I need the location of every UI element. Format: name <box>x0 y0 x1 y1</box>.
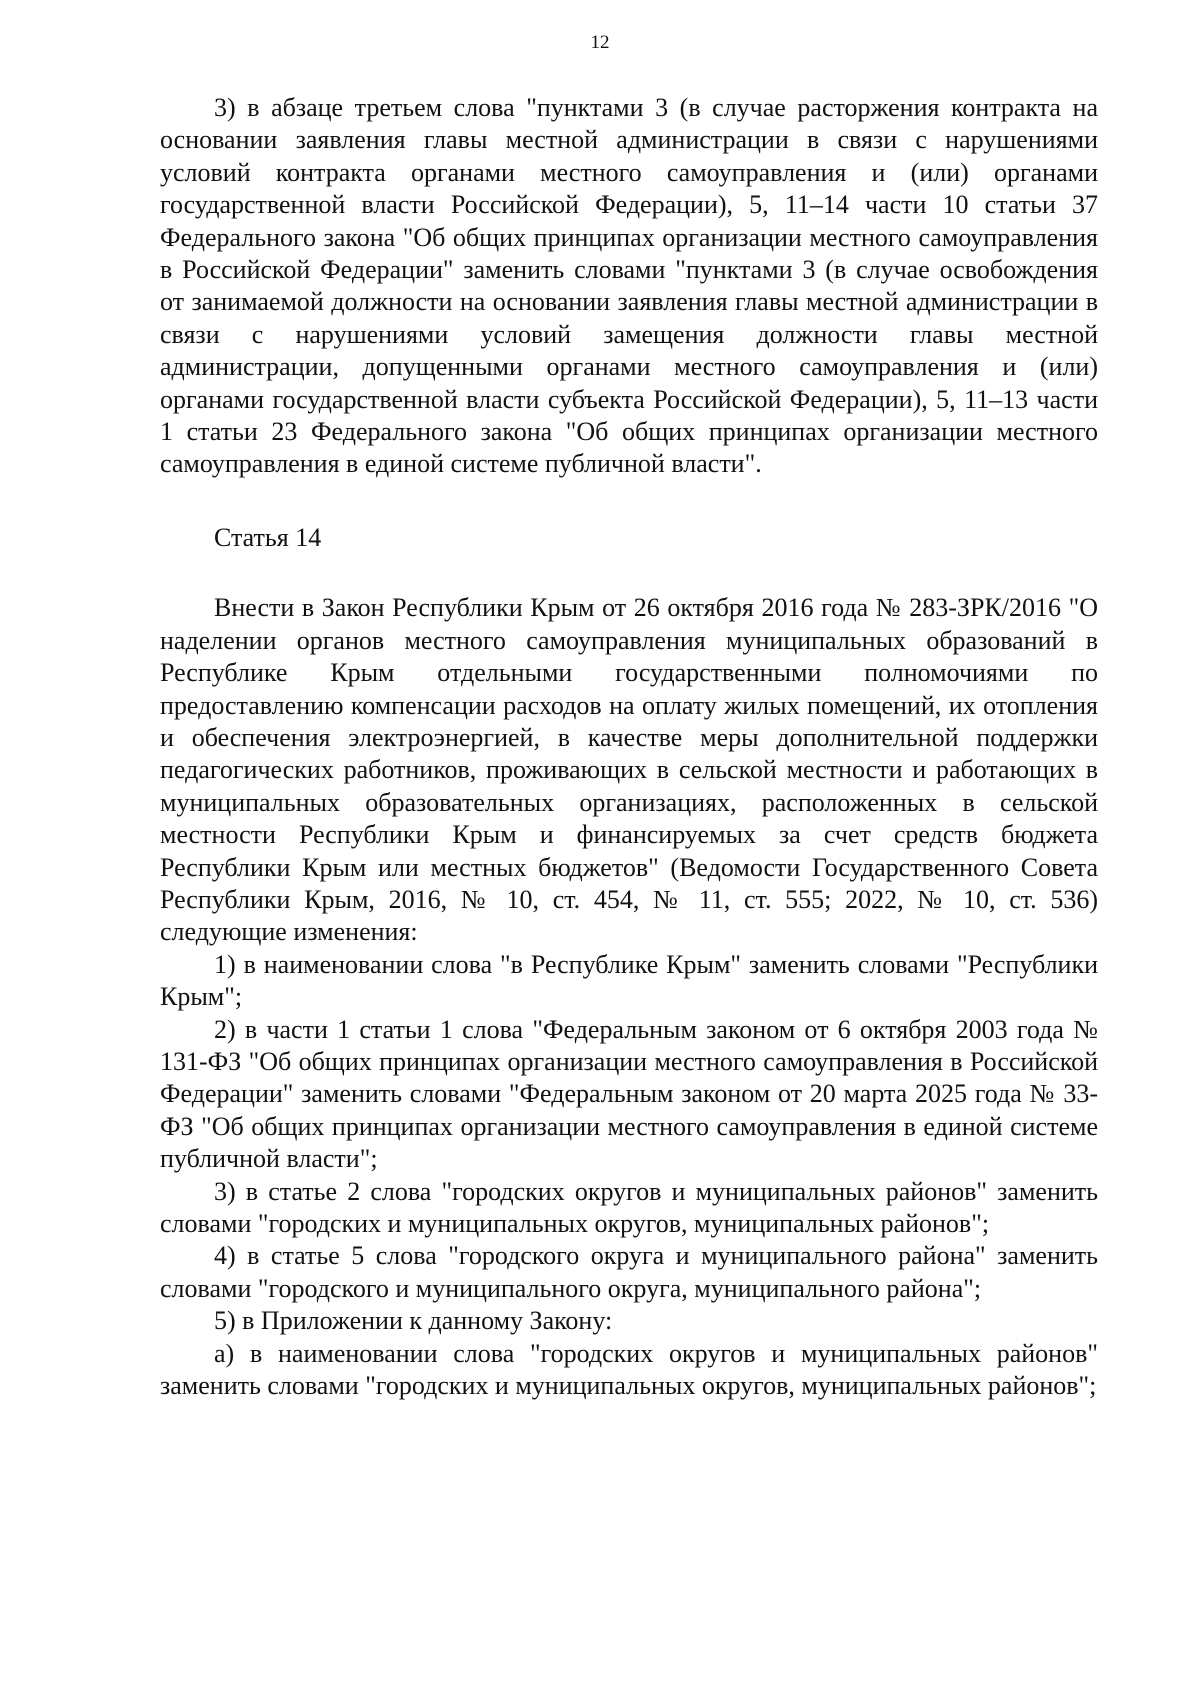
document-body <box>160 92 1098 1402</box>
paragraph-amendment-3: 3) в абзаце третьем слова "пунктами 3 (в случае расторжения контракта на основании заявления главы местной администрации в связи с нарушениями условий контракта органами местного самоуправления и (или) органами государственной власти Российской Федерации), 5, 11–14 части 10 статьи 37 Федерального закона "Об общих принципах организации местного самоуправления в Российской Федерации" заменить словами "пунктами 3 (в случае освобождения от занимаемой должности на основании заявления главы местной администрации в связи с нарушениями условий замещения должности главы местной администрации, допущенными органами местного самоуправления и (или) органами государственной власти субъекта Российской Федерации), 5, 11–13 части 1 статьи 23 Федерального закона "Об общих принципах организации местного самоуправления в единой системе публичной власти". <box>160 93 1098 479</box>
article-intro-paragraph: Внести в Закон Республики Крым от 26 октября 2016 года № 283-ЗРК/2016 "О наделении органов местного самоуправления муниципальных образований в Республике Крым отдельными государственными полномочиями по предоставлению компенсации расходов на оплату жилых помещений, их отопления и обеспечения электроэнергией, в качестве меры дополнительной поддержки педагогических работников, проживающих в сельской местности и работающих в муниципальных образовательных организациях, расположенных в сельской местности Республики Крым и финансируемых за счет средств бюджета Республики Крым или местных бюджетов" (Ведомости Государственного Совета Республики Крым, 2016, № 10, ст. 454, № 11, ст. 555; 2022, № 10, ст. 536) следующие изменения: <box>160 593 1098 947</box>
list-item-5a: а) в наименовании слова "городских округов и муниципальных районов" заменить словами "городских и муниципальных округов, муниципальных районов"; <box>160 1338 1098 1401</box>
list-item-5: 5) в Приложении к данному Закону: <box>214 1306 613 1336</box>
article-heading: Статья 14 <box>214 522 322 552</box>
list-item-1: 1) в наименовании слова "в Республике Крым" заменить словами "Республики Крым"; <box>160 949 1098 1012</box>
list-item-3: 3) в статье 2 слова "городских округов и муниципальных районов" заменить словами "городских и муниципальных округов, муниципальных районов"; <box>160 1176 1098 1238</box>
page-number: 12 <box>590 32 610 53</box>
list-item-2: 2) в части 1 статьи 1 слова "Федеральным законом от 6 октября 2003 года № 131-ФЗ "Об общих принципах организации местного самоуправления в Российской Федерации" заменить словами "Федеральным законом от 20 марта 2025 года № 33-ФЗ "Об общих принципах организации местного самоуправления в единой системе публичной власти"; <box>160 1014 1098 1174</box>
list-item-4: 4) в статье 5 слова "городского округа и муниципального района" заменить словами "городского и муниципального округа, муниципального района"; <box>160 1241 1098 1303</box>
